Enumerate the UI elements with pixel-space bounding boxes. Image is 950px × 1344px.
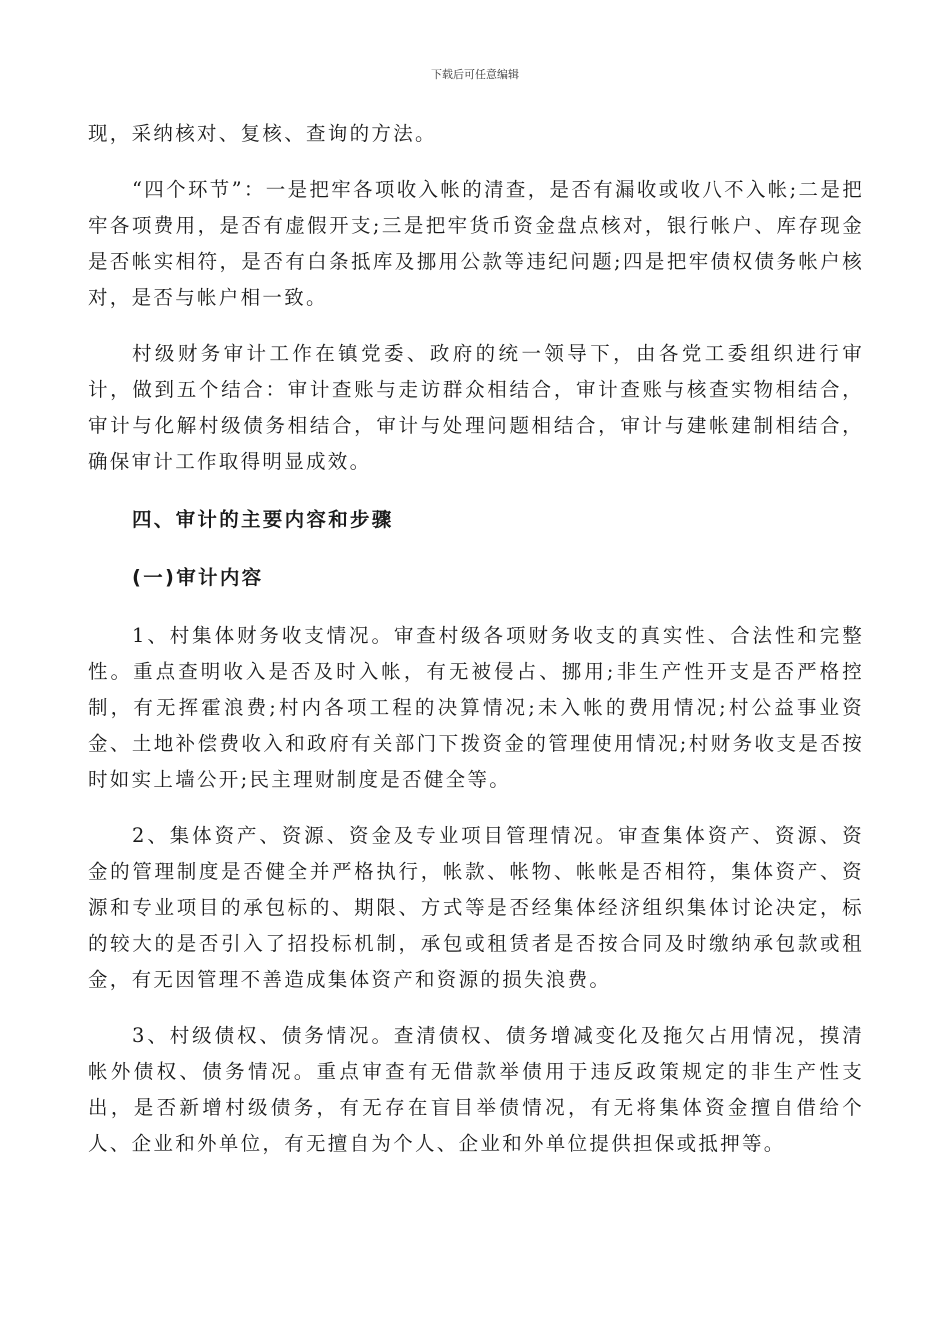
- paragraph-audit-work: 村级财务审计工作在镇党委、政府的统一领导下，由各党工委组织进行审计，做到五个结合：审计查账与走访群众相结合，审计查账与核查实物相结合，审计与化解村级债务相结合，审计与处理问题相结合，审计与建帐建制相结合，确保审计工作取得明显成效。: [88, 342, 864, 473]
- section-heading: 四、审计的主要内容和步骤: [132, 508, 394, 531]
- document-body: [88, 116, 864, 1162]
- paragraph-item-2: 2、集体资产、资源、资金及专业项目管理情况。审查集体资产、资源、资金的管理制度是否健全并严格执行，帐款、帐物、帐帐是否相符，集体资产、资源和专业项目的承包标的、期限、方式等是否经集体经济组织集体讨论决定，标的较大的是否引入了招投标机制，承包或租赁者是否按合同及时缴纳承包款或租金，有无因管理不善造成集体资产和资源的损失浪费。: [88, 824, 864, 991]
- paragraph-item-1: 1、村集体财务收支情况。审查村级各项财务收支的真实性、合法性和完整性。重点查明收入是否及时入帐，有无被侵占、挪用;非生产性开支是否严格控制，有无挥霍浪费;村内各项工程的决算情况;未入帐的费用情况;村公益事业资金、土地补偿费收入和政府有关部门下拨资金的管理使用情况;村财务收支是否按时如实上墙公开;民主理财制度是否健全等。: [88, 624, 864, 791]
- paragraph-four-links: “四个环节”：一是把牢各项收入帐的清查，是否有漏收或收八不入帐;二是把牢各项费用，是否有虚假开支;三是把牢货币资金盘点核对，银行帐户、库存现金是否帐实相符，是否有白条抵库及挪用公款等违纪问题;四是把牢债权债务帐户核对，是否与帐户相一致。: [88, 178, 864, 309]
- subsection-heading: (一)审计内容: [132, 566, 264, 589]
- header-note: 下载后可任意编辑: [431, 68, 519, 81]
- paragraph-item-3: 3、村级债权、债务情况。查清债权、债务增减变化及拖欠占用情况，摸清帐外债权、债务情况。重点审查有无借款举债用于违反政策规定的非生产性支出，是否新增村级债务，有无存在盲目举债情况，有无将集体资金擅自借给个人、企业和外单位，有无擅自为个人、企业和外单位提供担保或抵押等。: [88, 1024, 864, 1155]
- paragraph-continuation: 现，采纳核对、复核、查询的方法。: [88, 122, 437, 145]
